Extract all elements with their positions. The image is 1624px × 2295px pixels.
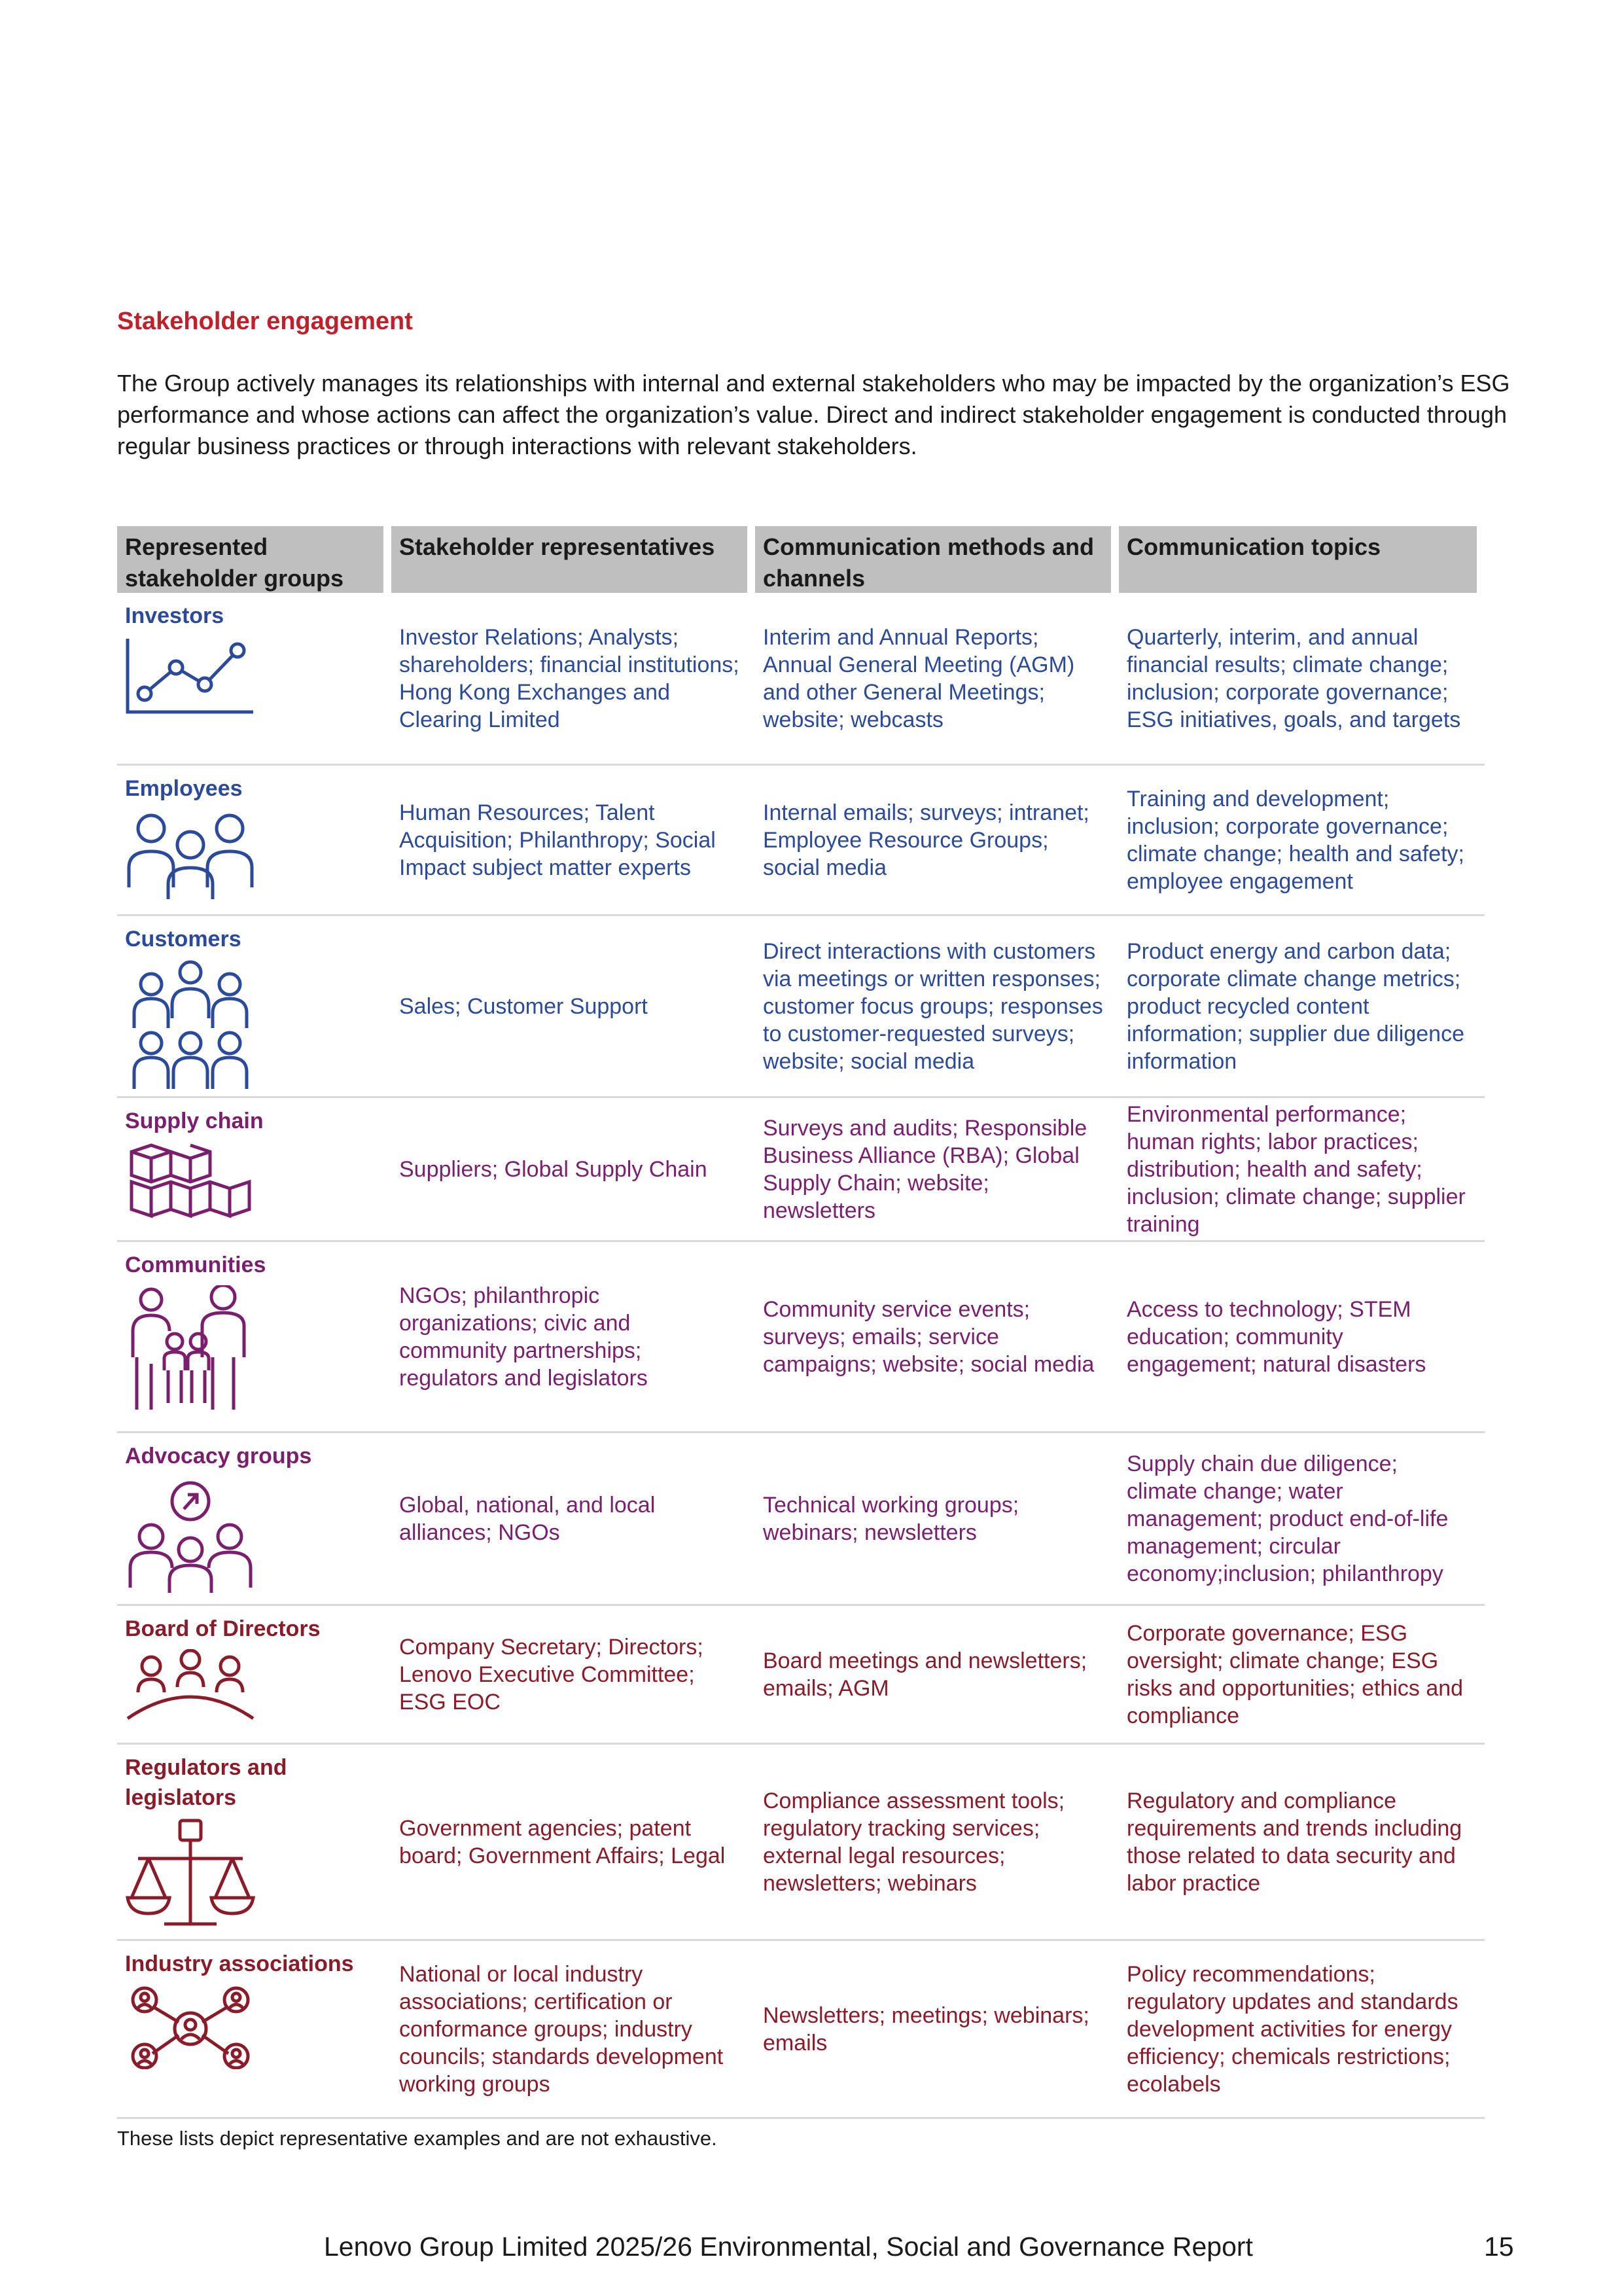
table-row	[117, 1941, 1485, 2119]
representatives-cell: National or local industry associations; certification or conformance groups; industry councils; standards development working groups	[399, 1961, 724, 2097]
representatives-cell: Human Resources; Talent Acquisition; Philanthropy; Social Impact subject matter experts	[399, 800, 716, 880]
network-icon	[125, 1984, 256, 2069]
footer-report-title: Lenovo Group Limited 2025/26 Environmental, Social and Governance Report	[324, 2232, 1253, 2262]
topics-cell: Corporate governance; ESG oversight; climate change; ESG risks and opportunities; ethics and compliance	[1127, 1620, 1464, 1728]
methods-cell: Internal emails; surveys; intranet; Employee Resource Groups; social media	[763, 800, 1089, 880]
advocacy-icon	[125, 1476, 256, 1594]
representatives-cell: NGOs; philanthropic organizations; civic and community partnerships; regulators and legislators	[399, 1283, 648, 1391]
board-table-icon	[125, 1649, 256, 1721]
header-groups: Represented stakeholder groups	[117, 526, 383, 593]
methods-cell: Board meetings and newsletters; emails; AGM	[763, 1648, 1087, 1701]
section-title: Stakeholder engagement	[117, 308, 413, 335]
header-methods: Communication methods and channels	[755, 526, 1111, 593]
intro-paragraph: The Group actively manages its relationships with internal and external stakeholders who may be impacted by the organization’s ESG performance and whose actions can affect the organization’s value. Direct and indirect stakeholder engagement is conducted through regular business practices or through interactions with relevant stakeholders.	[117, 370, 1510, 459]
header-topics: Communication topics	[1119, 526, 1477, 593]
table-footnote: These lists depict representative examples and are not exhaustive.	[117, 2127, 717, 2150]
family-icon	[125, 1285, 256, 1416]
methods-cell: Technical working groups; webinars; newsletters	[763, 1492, 1019, 1545]
group-name: Advocacy groups	[125, 1444, 312, 1468]
crowd-icon	[125, 959, 256, 1090]
table-row	[117, 1745, 1485, 1941]
table-header	[117, 526, 1485, 593]
group-name: Employees	[125, 776, 243, 801]
group-name: Communities	[125, 1253, 266, 1277]
page-number: 15	[1484, 2232, 1514, 2262]
topics-cell: Training and development; inclusion; corporate governance; climate change; health and safety; employee engagement	[1127, 786, 1464, 894]
representatives-cell: Sales; Customer Support	[399, 993, 648, 1019]
group-name: Supply chain	[125, 1109, 264, 1133]
people-group-icon	[125, 809, 256, 900]
table-row	[117, 593, 1485, 766]
methods-cell: Direct interactions with customers via meetings or written responses; customer focus groups; responses to customer-requested surveys; website; social media	[763, 938, 1103, 1074]
representatives-cell: Company Secretary; Directors; Lenovo Executive Committee; ESG EOC	[399, 1634, 703, 1715]
representatives-cell: Global, national, and local alliances; NGOs	[399, 1492, 656, 1545]
topics-cell: Policy recommendations; regulatory updates and standards development activities for energy efficiency; chemicals restrictions; ecolabels	[1127, 1961, 1458, 2097]
topics-cell: Product energy and carbon data; corporate climate change metrics; product recycled content information; supplier due diligence information	[1127, 938, 1464, 1074]
boxes-icon	[125, 1141, 256, 1220]
representatives-cell: Suppliers; Global Supply Chain	[399, 1156, 707, 1182]
line-chart-icon	[125, 636, 256, 721]
methods-cell: Newsletters; meetings; webinars; emails	[763, 2002, 1089, 2055]
topics-cell: Access to technology; STEM education; community engagement; natural disasters	[1127, 1296, 1426, 1377]
header-representatives: Stakeholder representatives	[391, 526, 747, 593]
methods-cell: Interim and Annual Reports; Annual General Meeting (AGM) and other General Meetings; website; webcasts	[763, 624, 1075, 732]
table-row	[117, 1606, 1485, 1745]
scales-icon	[125, 1818, 256, 1929]
group-name: Customers	[125, 927, 241, 952]
topics-cell: Quarterly, interim, and annual financial results; climate change; inclusion; corporate governance; ESG initiatives, goals, and targets	[1127, 624, 1461, 732]
stakeholder-table	[117, 526, 1485, 2119]
table-row	[117, 916, 1485, 1098]
representatives-cell: Investor Relations; Analysts; shareholders; financial institutions; Hong Kong Exchanges and Clearing Limited	[399, 624, 739, 732]
group-name: Industry associations	[125, 1951, 354, 1976]
topics-cell: Supply chain due diligence; climate change; water management; product end-of-life management; circular economy;inclusion; philanthropy	[1127, 1451, 1449, 1586]
topics-cell: Regulatory and compliance requirements and trends including those related to data security and labor practice	[1127, 1788, 1462, 1896]
methods-cell: Surveys and audits; Responsible Business Alliance (RBA); Global Supply Chain; website; newsletters	[763, 1115, 1087, 1223]
topics-cell: Environmental performance; human rights; labor practices; distribution; health and safety; inclusion; climate change; supplier training	[1127, 1101, 1466, 1237]
table-row	[117, 1242, 1485, 1433]
table-row	[117, 1433, 1485, 1606]
group-name: Regulators and legislators	[125, 1755, 287, 1810]
table-row	[117, 1098, 1485, 1242]
representatives-cell: Government agencies; patent board; Government Affairs; Legal	[399, 1815, 726, 1868]
group-name: Board of Directors	[125, 1616, 321, 1641]
methods-cell: Community service events; surveys; emails; service campaigns; website; social media	[763, 1296, 1095, 1377]
group-name: Investors	[125, 603, 224, 628]
table-row	[117, 766, 1485, 916]
methods-cell: Compliance assessment tools; regulatory tracking services; external legal resources; newsletters; webinars	[763, 1788, 1065, 1896]
